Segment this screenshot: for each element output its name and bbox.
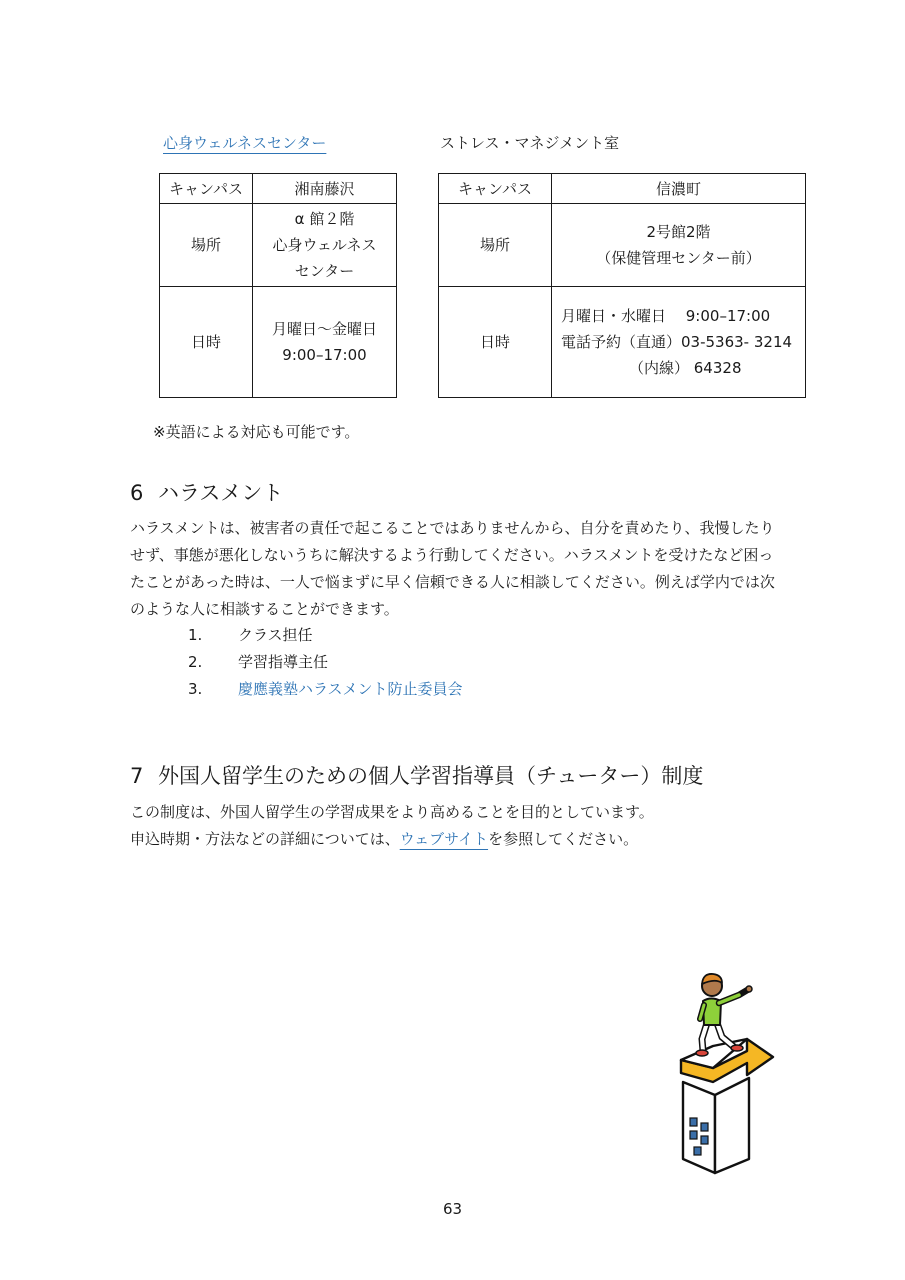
english-support-note: ※英語による対応も可能です。 (153, 423, 360, 441)
section-7-heading: 7 外国人留学生のための個人学習指導員（チューター）制度 (130, 764, 704, 788)
time-value: 月曜日・水曜日 9:00–17:00 電話予約（直通）03-5363- 3214 （内線） 64328 (552, 287, 806, 398)
page-number: 63 (442, 1200, 463, 1218)
campus-label: キャンパス (439, 174, 552, 204)
wellness-center-table (159, 173, 397, 398)
place-label: 場所 (160, 204, 253, 287)
stress-management-table (438, 173, 806, 398)
consultation-list (188, 622, 463, 703)
section-6-heading: 6 ハラスメント (130, 481, 284, 505)
list-item: 1. クラス担任 (188, 626, 313, 644)
stress-management-title: ストレス・マネジメント室 (440, 134, 620, 152)
campus-value: 信濃町 (552, 174, 806, 204)
place-value: α 館２階 心身ウェルネス センター (253, 204, 397, 287)
campus-value: 湘南藤沢 (253, 174, 397, 204)
website-link[interactable]: ウェブサイト (399, 830, 489, 848)
time-label: 日時 (160, 287, 253, 398)
campus-label: キャンパス (160, 174, 253, 204)
list-item: 3. 慶應義塾ハラスメント防止委員会 (188, 680, 463, 698)
time-value: 月曜日〜金曜日 9:00–17:00 (253, 287, 397, 398)
place-label: 場所 (439, 204, 552, 287)
person-on-building-illustration (677, 965, 782, 1180)
harassment-committee-link[interactable]: 慶應義塾ハラスメント防止委員会 (238, 680, 463, 698)
list-item: 2. 学習指導主任 (188, 653, 329, 671)
section-7-body: この制度は、外国人留学生の学習成果をより高めることを目的としています。 申込時期・方法などの詳細については、ウェブサイトを参照してください。 (130, 803, 654, 848)
place-value: 2号館2階 （保健管理センター前） (552, 204, 806, 287)
wellness-center-link[interactable]: 心身ウェルネスセンター (163, 134, 327, 152)
time-label: 日時 (439, 287, 552, 398)
section-6-body: ハラスメントは、被害者の責任で起こることではありませんから、自分を責めたり、我慢したりせず、事態が悪化しないうちに解決するよう行動してください。ハラスメントを受けたなど困ったことがあった時は、一人で悩まずに早く信頼できる人に相談してください。例えば学内では次のような人に相談することができます。 (130, 519, 775, 618)
